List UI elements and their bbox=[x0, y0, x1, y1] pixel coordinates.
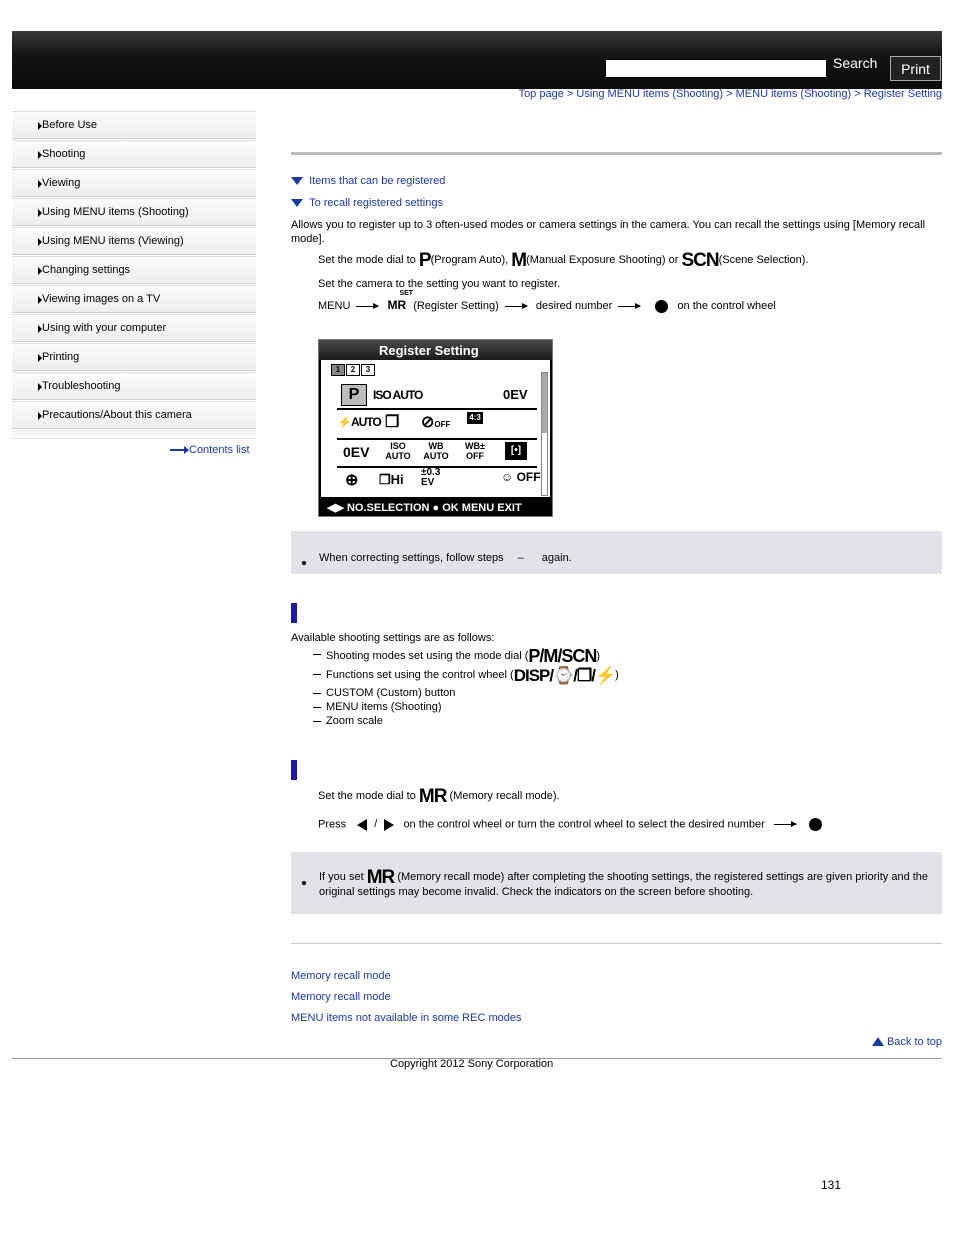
triangle-down-icon bbox=[291, 177, 303, 185]
sidebar-item-changing-settings[interactable]: Changing settings bbox=[12, 256, 256, 284]
contents-list-link[interactable]: Contents list bbox=[170, 444, 250, 456]
screen-tab-1: 1 bbox=[331, 364, 345, 376]
bullet-icon bbox=[302, 881, 306, 885]
recall-step-2: Press / on the control wheel or turn the control wheel to select the desired number bbox=[318, 818, 822, 831]
triangle-up-icon bbox=[872, 1037, 884, 1046]
arrow-right-icon bbox=[774, 824, 796, 825]
related-link-memory-recall-1[interactable]: Memory recall mode bbox=[291, 970, 391, 982]
list-bullet bbox=[313, 654, 321, 655]
sidebar-item-precautions[interactable]: Precautions/About this camera bbox=[12, 401, 256, 429]
screen-body bbox=[321, 360, 550, 497]
mode-icons: P/M/SCN bbox=[528, 646, 597, 666]
center-button-icon bbox=[655, 300, 668, 313]
search-input[interactable] bbox=[605, 59, 827, 78]
sidebar-item-printing[interactable]: Printing bbox=[12, 343, 256, 371]
sidebar-item-computer[interactable]: Using with your computer bbox=[12, 314, 256, 342]
screen-wb-shift: WB± OFF bbox=[465, 441, 485, 461]
mode-m-icon: M bbox=[511, 250, 527, 271]
screen-divider bbox=[337, 408, 537, 410]
register-setting-icon: MR SET bbox=[387, 290, 414, 312]
arrow-right-icon bbox=[356, 306, 378, 307]
title-divider bbox=[291, 152, 942, 155]
chevron-right-icon bbox=[38, 267, 42, 275]
screen-scrollbar bbox=[541, 372, 548, 496]
list-bullet bbox=[313, 707, 321, 708]
related-divider bbox=[291, 943, 942, 944]
sidebar-item-using-menu-shooting[interactable]: Using MENU items (Shooting) bbox=[12, 198, 256, 226]
toc-link-recall[interactable]: To recall registered settings bbox=[291, 197, 443, 209]
copyright: Copyright 2012 Sony Corporation bbox=[390, 1058, 554, 1070]
memory-recall-icon: MR bbox=[366, 867, 395, 888]
section-heading-items bbox=[291, 603, 297, 623]
breadcrumb: Top page > Using MENU items (Shooting) > MENU items (Shooting) > Register Setting bbox=[518, 88, 942, 100]
screen-ev: 0EV bbox=[503, 387, 528, 402]
breadcrumb-using-menu-shooting[interactable]: Using MENU items (Shooting) bbox=[576, 88, 724, 100]
breadcrumb-top-page[interactable]: Top page bbox=[518, 88, 564, 100]
list-bullet bbox=[313, 721, 321, 722]
list-bullet bbox=[313, 693, 321, 694]
sidebar-footer bbox=[12, 430, 256, 439]
screen-title-bar: Register Setting bbox=[319, 340, 552, 360]
screen-drive-icon: ❐ bbox=[385, 414, 400, 431]
chevron-right-icon bbox=[38, 238, 42, 246]
note-box-2 bbox=[291, 852, 942, 914]
section-heading-recall bbox=[291, 760, 297, 780]
step-3: MENU MR SET (Register Setting) desired number on the control wheel bbox=[318, 290, 776, 312]
related-link-menu-not-available[interactable]: MENU items not available in some REC modes bbox=[291, 1012, 522, 1024]
right-arrow-icon bbox=[384, 819, 394, 831]
screen-flash-comp: ±0.3 EV bbox=[421, 467, 441, 488]
dro-icon: ⊘ bbox=[421, 414, 435, 431]
list-item-menu: MENU items (Shooting) bbox=[326, 701, 442, 713]
chevron-right-icon bbox=[38, 383, 42, 391]
screen-flash-auto: ⚡AUTO bbox=[337, 415, 381, 429]
list-item-modes: Shooting modes set using the mode dial (P/M/SCN) bbox=[326, 646, 601, 666]
back-to-top-link[interactable]: Back to top bbox=[872, 1036, 942, 1048]
arrow-right-icon bbox=[618, 306, 640, 307]
note-text-2: If you set MR (Memory recall mode) after completing the shooting settings, the registered settings are given priority and the original settings may become invalid. Check the indicators on the screen before shooting. bbox=[319, 867, 929, 898]
chevron-right-icon bbox=[38, 209, 42, 217]
step-2: Set the camera to the setting you want to register. bbox=[318, 278, 561, 290]
screen-tab-3: 3 bbox=[361, 364, 375, 376]
page-number: 131 bbox=[821, 1178, 842, 1192]
chevron-right-icon bbox=[38, 325, 42, 333]
sidebar-item-using-menu-viewing[interactable]: Using MENU items (Viewing) bbox=[12, 227, 256, 255]
screen-scroll-thumb bbox=[542, 373, 547, 433]
sidebar-item-viewing-tv[interactable]: Viewing images on a TV bbox=[12, 285, 256, 313]
sidebar-item-troubleshooting[interactable]: Troubleshooting bbox=[12, 372, 256, 400]
screen-dro-off: ⊘OFF bbox=[421, 414, 451, 431]
mode-scn-icon: SCN bbox=[681, 250, 719, 271]
chevron-right-icon bbox=[38, 180, 42, 188]
intro-text: Allows you to register up to 3 often-used modes or camera settings in the camera. You can recall the settings using [Memory recall mode]. bbox=[291, 219, 926, 245]
list-bullet bbox=[313, 674, 321, 675]
section2-intro: Available shooting settings are as follows: bbox=[291, 632, 495, 644]
arrow-right-icon bbox=[505, 306, 527, 307]
sidebar-item-before-use[interactable]: Before Use bbox=[12, 111, 256, 139]
note-text-1: When correcting settings, follow steps – again. bbox=[319, 552, 572, 564]
chevron-right-icon bbox=[38, 412, 42, 420]
screen-aspect: 4:3 bbox=[467, 412, 483, 424]
list-item-custom: CUSTOM (Custom) button bbox=[326, 687, 456, 699]
screen-footer: ◀▶ NO.SELECTION ● OK MENU EXIT bbox=[327, 502, 522, 514]
related-link-memory-recall-2[interactable]: Memory recall mode bbox=[291, 991, 391, 1003]
screen-burst-hi: ❐Hi bbox=[379, 472, 404, 487]
print-button[interactable]: Print bbox=[890, 56, 941, 81]
list-item-functions: Functions set using the control wheel (DISP/⌚/❐/⚡) bbox=[326, 666, 619, 685]
screen-divider bbox=[337, 438, 537, 440]
screen-smile-off: ☺ OFF bbox=[501, 470, 541, 484]
memory-recall-icon: MR bbox=[418, 786, 447, 807]
sidebar-item-shooting[interactable]: Shooting bbox=[12, 140, 256, 168]
screen-iso-auto: ISO AUTO bbox=[373, 388, 423, 402]
screen-ev-2: 0EV bbox=[343, 444, 370, 460]
step-1: Set the mode dial to P(Program Auto), M(Manual Exposure Shooting) or SCN(Scene Selection). bbox=[318, 250, 809, 271]
triangle-down-icon bbox=[291, 199, 303, 207]
search-button[interactable]: Search bbox=[833, 55, 878, 71]
chevron-right-icon bbox=[38, 354, 42, 362]
control-wheel-icons: DISP/⌚/❐/⚡ bbox=[513, 666, 616, 685]
sidebar-item-viewing[interactable]: Viewing bbox=[12, 169, 256, 197]
recall-step-1: Set the mode dial to MR (Memory recall mode). bbox=[318, 786, 560, 807]
breadcrumb-register-setting[interactable]: Register Setting bbox=[863, 88, 942, 100]
center-button-icon bbox=[809, 818, 822, 831]
chevron-right-icon bbox=[38, 151, 42, 159]
bullet-icon bbox=[302, 561, 306, 565]
note-box-1 bbox=[291, 531, 942, 574]
arrow-right-icon bbox=[170, 449, 186, 451]
screen-tab-2: 2 bbox=[346, 364, 360, 376]
mode-p-icon: P bbox=[418, 250, 431, 271]
register-setting-screen bbox=[318, 339, 553, 517]
screen-iso-auto-2: ISO AUTO bbox=[385, 441, 411, 461]
toc-link-items[interactable]: Items that can be registered bbox=[291, 175, 445, 187]
breadcrumb-menu-items-shooting[interactable]: MENU items (Shooting) bbox=[735, 88, 852, 100]
sidebar bbox=[12, 111, 256, 439]
chevron-right-icon bbox=[38, 296, 42, 304]
list-item-zoom: Zoom scale bbox=[326, 715, 383, 727]
left-arrow-icon bbox=[357, 819, 367, 831]
screen-wb-auto: WB AUTO bbox=[423, 441, 449, 461]
screen-meter-icon: ⊕ bbox=[345, 472, 359, 489]
screen-focus-icon: [•] bbox=[505, 442, 527, 460]
screen-mode-p: P bbox=[341, 384, 367, 406]
chevron-right-icon bbox=[38, 122, 42, 130]
